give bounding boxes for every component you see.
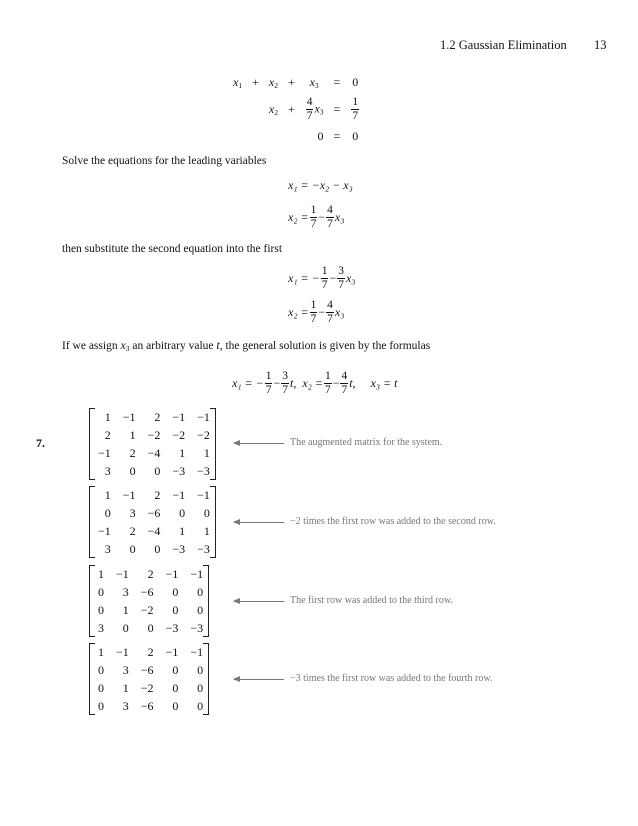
subst-eq2: x₂ = $\frac{1}{7}$ − $\frac{4}{7}$ x₃ [288,299,345,325]
arrow-left-icon [234,522,284,523]
system-eq1: $x_1$ + $x_2$ + $x_3$ = 0 [233,74,359,90]
solve-eq2: x₂ = $\frac{1}{7}$ − $\frac{4}{7}$ x₃ [288,204,345,230]
matrix-4-note: −3 times the first row was added to the fourth row. [290,673,493,684]
solve-eq1: x₁ = −x₂ − x₃ [288,178,353,192]
arrow-left-icon [234,443,284,444]
solve-text: Solve the equations for the leading variables [62,155,267,167]
matrix-2: 1 −1 2 −1 −1 0 3 −6 0 0 −1 2 −4 1 1 3 0 0 −3 −3 [98,486,210,558]
reduced-system [228,72,365,146]
arrow-left-icon [234,679,284,680]
problem-number: 7. [36,436,45,450]
system-eq2: $x_2$ + $\frac{4}{7}$ $x_3$ = $\frac{1}{7}$ [268,95,359,122]
matrix-4: 1 −1 2 −1 −1 0 3 −6 0 0 0 1 −2 0 0 0 3 −6 0 0 [98,643,203,715]
arrow-left-icon [234,601,284,602]
substitute-text: then substitute the second equation into the first [62,243,283,255]
matrix-1-note: The augmented matrix for the system. [290,437,443,448]
general-solution: x₁ = − $\frac{1}{7}$ − $\frac{3}{7}$ t, x₂ = $\frac{1}{7}$ − $\frac{4}{7}$ t, x₃ = t [232,370,398,396]
page-number: 13 [594,38,607,52]
section-title: 1.2 Gaussian Elimination [440,38,567,52]
matrix-3-note: The first row was added to the third row. [290,595,453,606]
subst-eq1: x₁ = − $\frac{1}{7}$ − $\frac{3}{7}$ x₃ [288,265,356,291]
matrix-1: 1 −1 2 −1 −1 2 1 −2 −2 −2 −1 2 −4 1 1 3 0 0 −3 −3 [98,408,210,480]
matrix-3: 1 −1 2 −1 −1 0 3 −6 0 0 0 1 −2 0 0 3 0 0 −3 −3 [98,565,203,637]
matrix-2-note: −2 times the first row was added to the second row. [290,516,496,527]
system-eq3: 0 = 0 [317,128,359,143]
assign-text: If we assign $x_3$ an arbitrary value t , the general solution is given by the formulas [62,338,431,353]
